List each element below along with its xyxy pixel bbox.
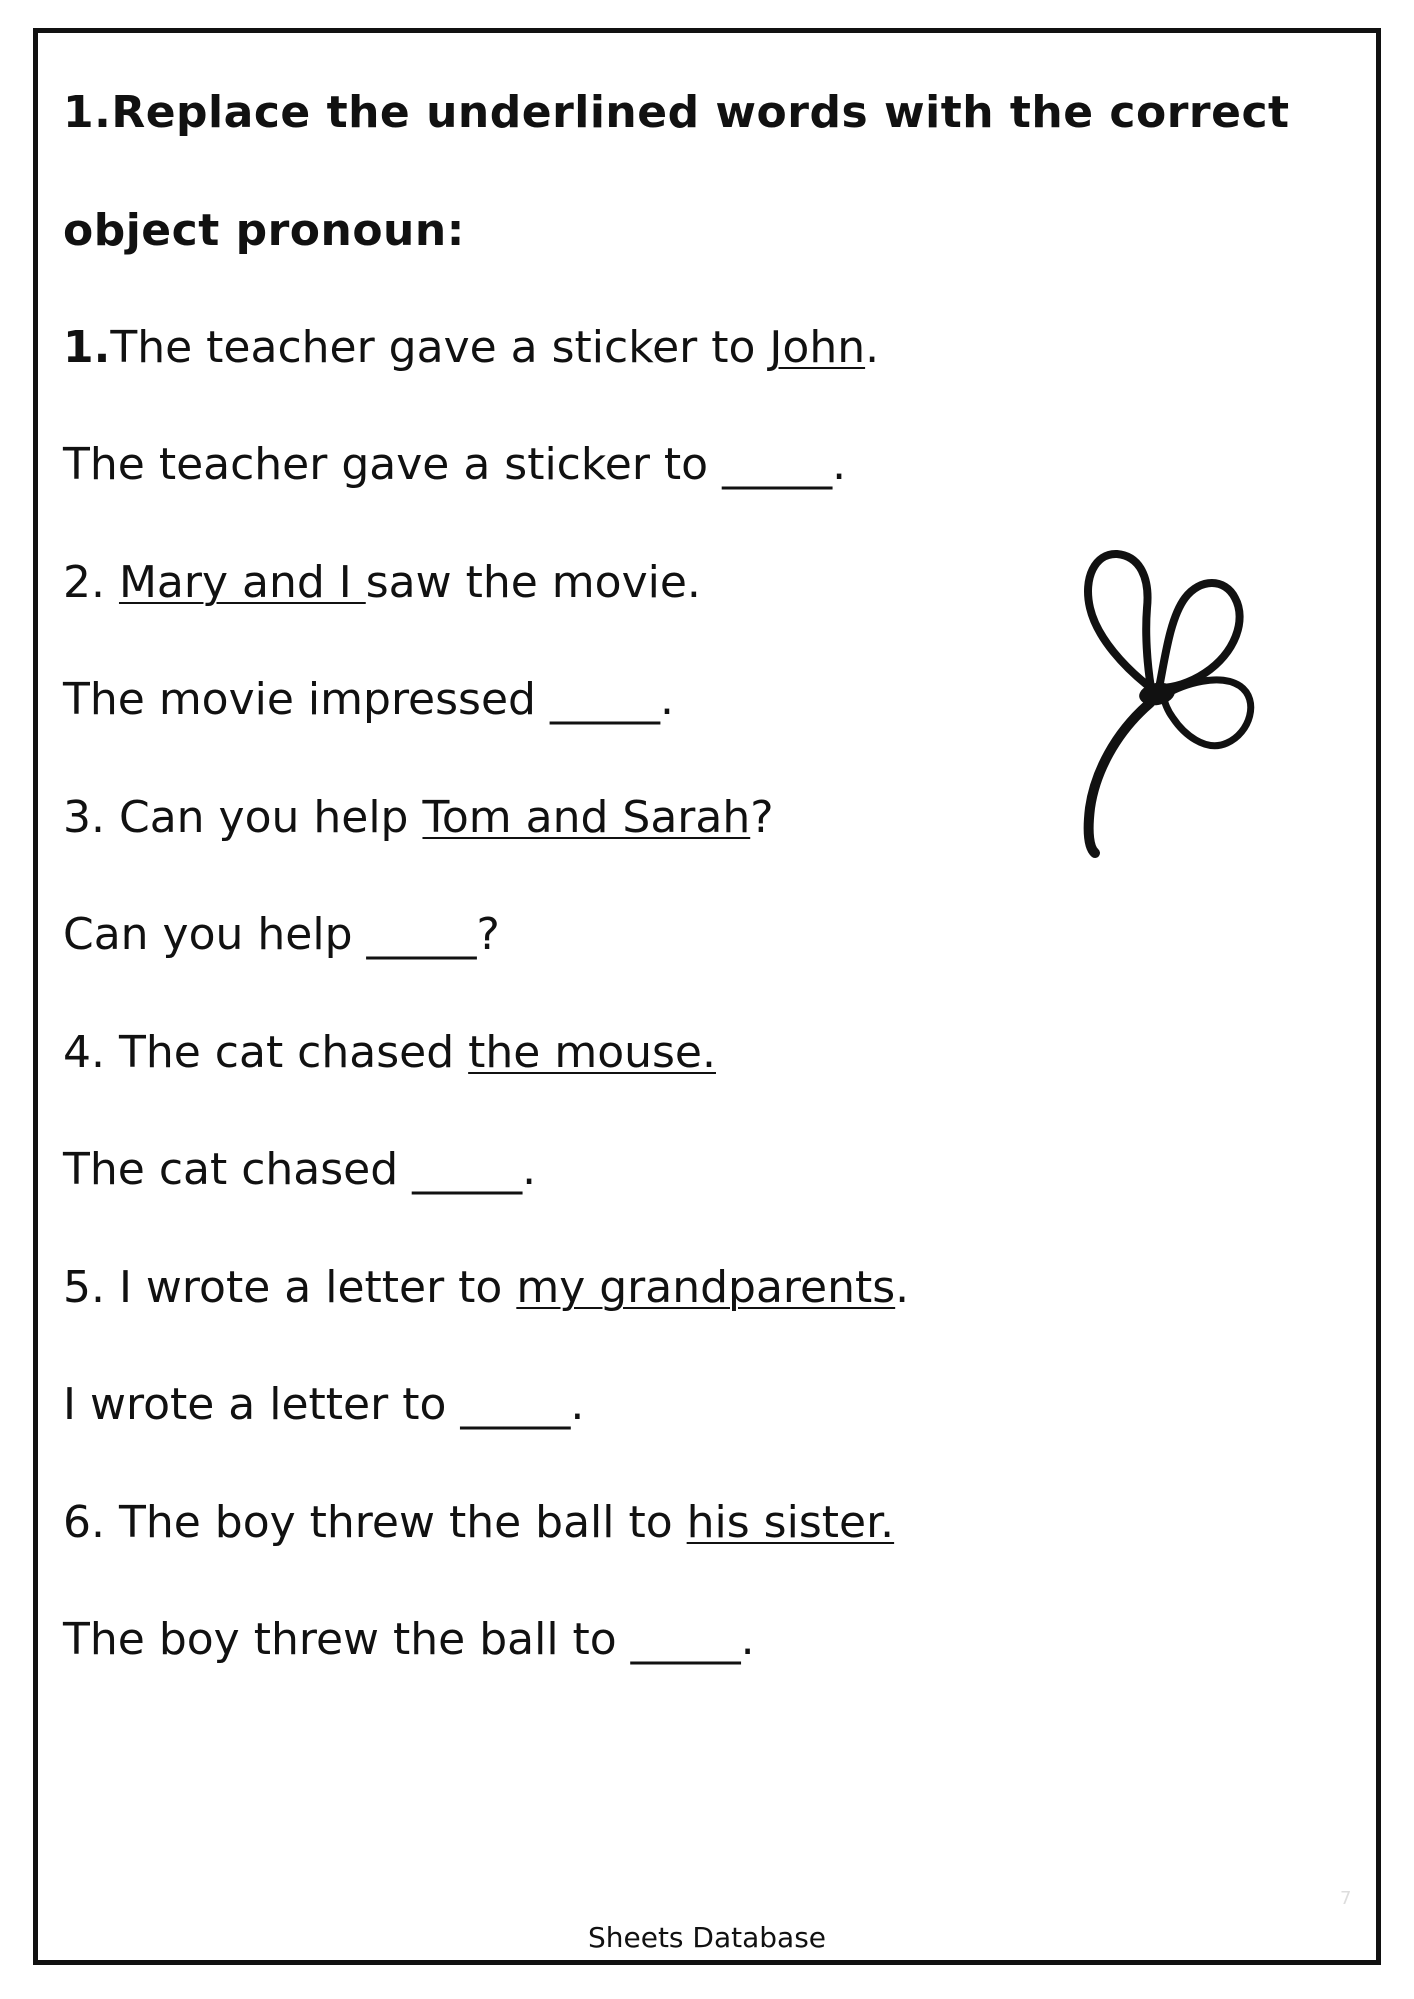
answer-line-1: The teacher gave a sticker to _____.: [63, 439, 847, 490]
flower-icon: [1055, 548, 1265, 860]
item-number: 3.: [63, 792, 119, 843]
item-text-before: The cat chased: [118, 1027, 469, 1078]
item-text-after: .: [895, 1262, 910, 1313]
exercise-item-6: [63, 1497, 895, 1548]
footer-source: Sheets Database: [587, 1921, 827, 1954]
underlined-phrase: the mouse.: [468, 1027, 716, 1078]
item-number: 2.: [63, 557, 119, 608]
exercise-item-5: [63, 1262, 910, 1313]
underlined-phrase: Mary and I: [118, 557, 366, 608]
answer-line-4: The cat chased _____.: [63, 1144, 537, 1195]
instruction-heading-line1: 1.Replace the underlined words with the correct: [63, 87, 1290, 138]
item-text-after: .: [865, 322, 880, 373]
item-number: 4.: [63, 1027, 119, 1078]
exercise-item-2: [63, 557, 701, 608]
item-text-after: saw the movie.: [365, 557, 701, 608]
item-number: 6.: [63, 1497, 119, 1548]
answer-line-2: The movie impressed _____.: [63, 674, 674, 725]
answer-line-3: Can you help _____?: [63, 909, 500, 960]
underlined-phrase: his sister.: [686, 1497, 895, 1548]
underlined-phrase: my grandparents: [516, 1262, 896, 1313]
answer-line-6: The boy threw the ball to _____.: [63, 1614, 755, 1665]
answer-line-5: I wrote a letter to _____.: [63, 1379, 585, 1430]
item-text-after: ?: [750, 792, 774, 843]
item-number: 5.: [63, 1262, 119, 1313]
page-number: 7: [1340, 1888, 1352, 1909]
underlined-phrase: Tom and Sarah: [422, 792, 751, 843]
item-text-before: The boy threw the ball to: [118, 1497, 687, 1548]
exercise-item-1: [63, 322, 880, 373]
underlined-phrase: John: [769, 322, 866, 373]
item-text-before: The teacher gave a sticker to: [110, 322, 770, 373]
item-text-before: I wrote a letter to: [118, 1262, 517, 1313]
exercise-item-3: [63, 792, 774, 843]
item-text-before: Can you help: [118, 792, 423, 843]
page-border: [33, 28, 1381, 1965]
instruction-heading-line2: object pronoun:: [63, 205, 465, 256]
item-number: 1.: [63, 322, 111, 373]
exercise-item-4: [63, 1027, 716, 1078]
